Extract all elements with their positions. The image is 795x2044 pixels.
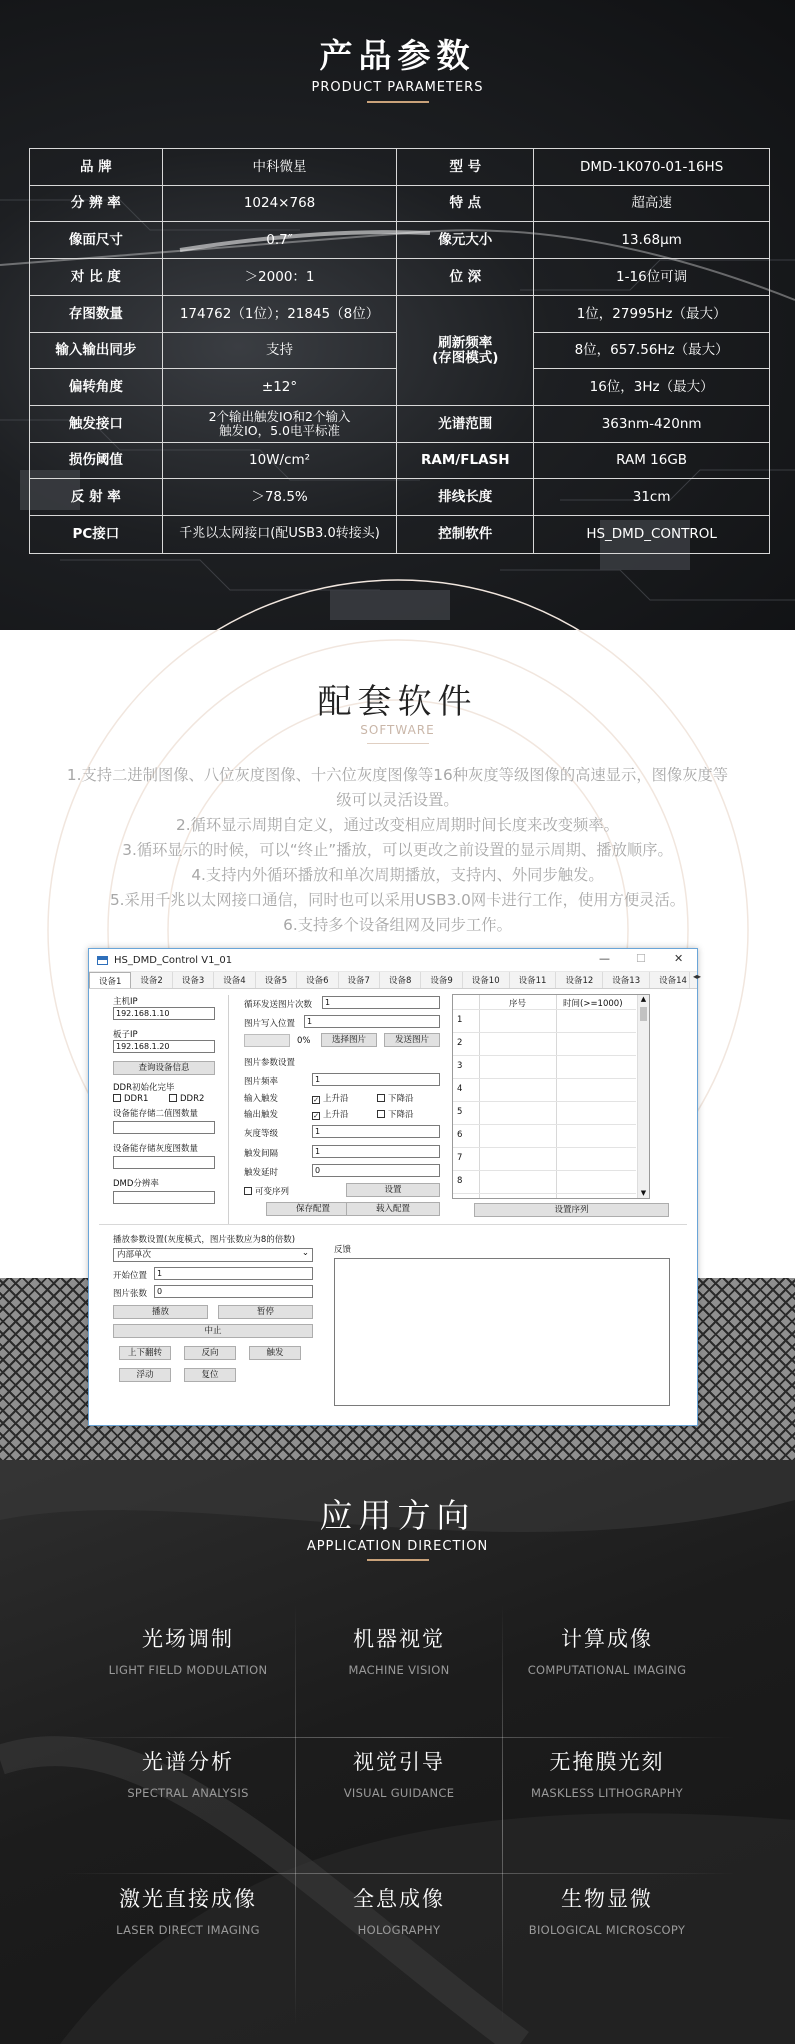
param-label: 型 号 xyxy=(397,149,534,186)
scroll-thumb[interactable] xyxy=(640,1007,647,1021)
output-trigger-label: 输出触发 xyxy=(244,1110,279,1120)
table-row xyxy=(30,296,770,333)
variable-seq-checkbox[interactable] xyxy=(244,1185,289,1197)
param-value: 8位，657.56Hz（最大） xyxy=(534,333,770,369)
tab-device-7[interactable]: 设备7 xyxy=(339,972,380,988)
grid-row-line xyxy=(453,1078,636,1079)
falling-label: 下降沿 xyxy=(388,1110,414,1120)
board-ip-label: 板子IP xyxy=(113,1030,138,1040)
param-label: 排线长度 xyxy=(397,479,534,516)
table-row xyxy=(30,222,770,259)
feedback-textarea[interactable] xyxy=(334,1258,670,1406)
grid-row-line xyxy=(453,1009,636,1010)
param-label: 偏转角度 xyxy=(30,369,163,406)
tab-device-6[interactable]: 设备6 xyxy=(297,972,338,988)
param-label: 光谱范围 xyxy=(397,406,534,443)
application-name-en: BIOLOGICAL MICROSCOPY xyxy=(528,1923,686,1937)
feedback-label: 反馈 xyxy=(334,1245,352,1255)
chevron-down-icon[interactable]: ⌄ xyxy=(301,1248,309,1258)
start-pos-input[interactable]: 1 xyxy=(154,1267,313,1280)
param-value: ±12° xyxy=(162,369,397,406)
pause-button[interactable]: 暂停 xyxy=(218,1305,313,1319)
divider xyxy=(99,1224,687,1225)
host-ip-input[interactable]: 192.168.1.10 xyxy=(113,1007,215,1020)
grid-scrollbar[interactable] xyxy=(637,995,649,1198)
param-label: 触发接口 xyxy=(30,406,163,443)
application-name-en: SPECTRAL ANALYSIS xyxy=(127,1786,249,1800)
input-rising-checkbox[interactable] xyxy=(312,1092,349,1104)
table-row xyxy=(30,516,770,554)
parameters-title: 产品参数 xyxy=(319,36,476,75)
refresh-label-line: (存图模式) xyxy=(432,349,499,366)
play-button[interactable]: 播放 xyxy=(113,1305,208,1319)
flip-button[interactable]: 上下翻转 xyxy=(119,1346,171,1360)
float-button[interactable]: 浮动 xyxy=(119,1368,171,1382)
row-number: 4 xyxy=(457,1084,463,1094)
loop-count-input[interactable]: 1 xyxy=(322,996,440,1009)
application-name-en: MASKLESS LITHOGRAPHY xyxy=(531,1786,683,1800)
tab-device-11[interactable]: 设备11 xyxy=(510,972,557,988)
application-name: 无掩膜光刻 xyxy=(549,1750,665,1774)
param-value: ＞2000：1 xyxy=(162,259,397,296)
table-row xyxy=(30,443,770,479)
grid-col-line xyxy=(479,995,480,1198)
table-row xyxy=(30,259,770,296)
param-label: 损伤阈值 xyxy=(30,443,163,479)
param-value: 174762（1位）；21845（8位） xyxy=(162,296,397,333)
application-section xyxy=(0,1460,795,2044)
tab-device-10[interactable]: 设备10 xyxy=(463,972,510,988)
play-mode-select[interactable] xyxy=(113,1248,313,1262)
app-icon xyxy=(97,956,108,965)
application-name: 计算成像 xyxy=(561,1627,653,1651)
application-title: 应用方向 xyxy=(319,1496,476,1535)
check-icon[interactable]: ✓ xyxy=(313,1112,319,1120)
pic-count-input[interactable]: 0 xyxy=(154,1285,313,1298)
reset-button[interactable]: 复位 xyxy=(184,1368,236,1382)
scroll-down-icon[interactable]: ▼ xyxy=(640,1189,647,1197)
application-name: 全息成像 xyxy=(353,1887,445,1911)
feature-item: 2.循环显示周期自定义，通过改变相应周期时间长度来改变频率。 xyxy=(176,816,619,834)
window-body xyxy=(89,990,697,1425)
software-section xyxy=(0,630,795,1460)
tab-device-3[interactable]: 设备3 xyxy=(173,972,214,988)
grid-row-line xyxy=(453,1147,636,1148)
param-value: DMD-1K070-01-16HS xyxy=(534,149,770,186)
feature-item: 5.采用千兆以太网接口通信，同时也可以采用USB3.0网卡进行工作，使用方便灵活。 xyxy=(109,891,686,909)
checkbox-icon[interactable] xyxy=(377,1110,385,1118)
trigger-button[interactable]: 触发 xyxy=(249,1346,301,1360)
param-label: RAM/FLASH xyxy=(397,443,534,479)
application-name: 激光直接成像 xyxy=(119,1887,257,1911)
input-trigger-label: 输入触发 xyxy=(244,1094,279,1104)
dmd-res-label: DMD分辨率 xyxy=(113,1179,159,1189)
ddr1-label: DDR1 xyxy=(124,1094,149,1104)
grid-row-line xyxy=(453,1101,636,1102)
software-subtitle: SOFTWARE xyxy=(360,723,435,737)
application-item xyxy=(294,1623,504,1677)
tab-scroll-arrows-icon[interactable]: ◂▸ xyxy=(692,972,701,981)
grid-row-line xyxy=(453,1124,636,1125)
trigger-line: 触发IO，5.0电平标准 xyxy=(219,423,340,438)
trigger-delay-label: 触发延时 xyxy=(244,1168,279,1178)
upload-progress-bar xyxy=(244,1034,290,1047)
play-mode-value: 内部单次 xyxy=(117,1250,152,1260)
param-label: 像面尺寸 xyxy=(30,222,163,259)
application-name: 生物显微 xyxy=(561,1887,653,1911)
freq-input[interactable]: 1 xyxy=(312,1073,440,1086)
application-item xyxy=(83,1623,293,1677)
rising-label: 上升沿 xyxy=(323,1110,349,1120)
sequence-grid xyxy=(452,994,650,1199)
param-value: 363nm-420nm xyxy=(534,406,770,443)
ddr2-label: DDR2 xyxy=(180,1094,205,1104)
variable-seq-label: 可变序列 xyxy=(255,1187,290,1197)
param-value: 13.68μm xyxy=(534,222,770,259)
gray-count-label: 设备能存储灰度图数量 xyxy=(113,1144,199,1154)
application-item xyxy=(502,1623,712,1677)
trigger-interval-input[interactable]: 1 xyxy=(312,1145,440,1158)
reverse-button[interactable]: 反向 xyxy=(184,1346,236,1360)
grid-separator xyxy=(60,1737,735,1738)
param-value: 16位，3Hz（最大） xyxy=(534,369,770,406)
application-item xyxy=(294,1746,504,1800)
set-button[interactable]: 设置 xyxy=(346,1183,440,1197)
trigger-interval-label: 触发间隔 xyxy=(244,1149,279,1159)
tab-device-13[interactable]: 设备13 xyxy=(603,972,650,988)
rising-label: 上升沿 xyxy=(323,1094,349,1104)
save-config-button[interactable]: 保存配置 xyxy=(266,1202,360,1216)
freq-label: 图片频率 xyxy=(244,1077,279,1087)
param-label: 控制软件 xyxy=(397,516,534,554)
binary-count-field xyxy=(113,1121,215,1134)
tab-device-8[interactable]: 设备8 xyxy=(380,972,421,988)
scroll-up-icon[interactable]: ▲ xyxy=(640,995,647,1003)
row-number: 1 xyxy=(457,1015,463,1025)
row-number: 5 xyxy=(457,1107,463,1117)
feature-item: 1.支持二进制图像、八位灰度图像、十六位灰度图像等16种灰度等级图像的高速显示，图像灰度等级可以灵活设置。 xyxy=(66,766,729,809)
board-ip-input[interactable]: 192.168.1.20 xyxy=(113,1040,215,1053)
application-name-en: LASER DIRECT IMAGING xyxy=(116,1923,260,1937)
checkbox-icon[interactable] xyxy=(169,1094,177,1102)
checkbox-icon[interactable] xyxy=(244,1187,252,1195)
application-item xyxy=(294,1883,504,1937)
application-name: 光谱分析 xyxy=(142,1750,234,1774)
checkbox-icon[interactable] xyxy=(113,1094,121,1102)
minimize-icon[interactable]: — xyxy=(599,952,610,965)
start-pos-label: 开始位置 xyxy=(113,1271,148,1281)
application-name-en: LIGHT FIELD MODULATION xyxy=(108,1663,268,1677)
play-section-label: 播放参数设置(灰度模式，图片张数应为8的倍数) xyxy=(113,1235,296,1245)
tab-device-5[interactable]: 设备5 xyxy=(256,972,297,988)
title-underline xyxy=(367,101,429,103)
refresh-label-line: 刷新频率 xyxy=(438,334,493,351)
feature-item: 6.支持多个设备组网及同步工作。 xyxy=(283,916,512,934)
ddr2-checkbox[interactable] xyxy=(169,1094,204,1104)
checkbox-icon[interactable] xyxy=(377,1094,385,1102)
stop-button[interactable]: 中止 xyxy=(113,1324,313,1338)
tab-device-12[interactable]: 设备12 xyxy=(556,972,603,988)
query-device-button[interactable]: 查询设备信息 xyxy=(113,1061,215,1075)
loop-count-label: 循环发送图片次数 xyxy=(244,1000,313,1010)
param-value: HS_DMD_CONTROL xyxy=(534,516,770,554)
application-item xyxy=(502,1746,712,1800)
ddr1-checkbox[interactable] xyxy=(113,1094,148,1104)
falling-label: 下降沿 xyxy=(388,1094,414,1104)
parameters-subtitle: PRODUCT PARAMETERS xyxy=(311,80,484,95)
param-label: PC接口 xyxy=(30,516,163,554)
param-label: 对 比 度 xyxy=(30,259,163,296)
title-underline xyxy=(367,743,429,744)
application-name: 视觉引导 xyxy=(353,1750,445,1774)
tab-device-2[interactable]: 设备2 xyxy=(131,972,172,988)
feature-item: 4.支持内外循环播放和单次周期播放，支持内、外同步触发。 xyxy=(191,866,604,884)
param-value: 1-16位可调 xyxy=(534,259,770,296)
trigger-line: 2个输出触发IO和2个输入 xyxy=(208,409,351,425)
param-value: 超高速 xyxy=(534,186,770,222)
tab-device-9[interactable]: 设备9 xyxy=(421,972,462,988)
param-label: 像元大小 xyxy=(397,222,534,259)
title-underline xyxy=(367,1559,429,1561)
window-titlebar xyxy=(89,949,697,972)
table-row xyxy=(30,479,770,516)
output-rising-checkbox[interactable] xyxy=(312,1108,349,1120)
application-name-en: VISUAL GUIDANCE xyxy=(343,1786,455,1800)
param-label: 品 牌 xyxy=(30,149,163,186)
close-icon[interactable]: ✕ xyxy=(674,952,684,965)
application-name-en: MACHINE VISION xyxy=(348,1663,450,1677)
row-number: 6 xyxy=(457,1130,463,1140)
pic-count-label: 图片张数 xyxy=(113,1289,148,1299)
application-name: 光场调制 xyxy=(142,1627,234,1651)
binary-count-label: 设备能存储二值图数量 xyxy=(113,1109,199,1119)
input-falling-checkbox[interactable] xyxy=(377,1092,414,1104)
param-label: 特 点 xyxy=(397,186,534,222)
image-param-section-label: 图片参数设置 xyxy=(244,1058,296,1068)
grid-row-line xyxy=(453,1032,636,1033)
ddr-init-label: DDR初始化完毕 xyxy=(113,1083,175,1093)
application-item xyxy=(83,1883,293,1937)
check-icon[interactable]: ✓ xyxy=(313,1096,319,1104)
row-number: 8 xyxy=(457,1176,463,1186)
host-ip-label: 主机IP xyxy=(113,997,138,1007)
table-row xyxy=(30,149,770,186)
row-number: 2 xyxy=(457,1038,463,1048)
param-value: 1024×768 xyxy=(162,186,397,222)
load-config-button[interactable]: 载入配置 xyxy=(346,1202,440,1216)
application-name-en: COMPUTATIONAL IMAGING xyxy=(527,1663,687,1677)
maximize-icon[interactable]: ☐ xyxy=(636,952,646,965)
row-number: 3 xyxy=(457,1061,463,1071)
software-window xyxy=(88,948,701,1426)
write-pos-label: 图片写入位置 xyxy=(244,1019,296,1029)
gray-count-field xyxy=(113,1156,215,1169)
dmd-res-field xyxy=(113,1191,215,1204)
feature-list xyxy=(60,763,735,938)
output-falling-checkbox[interactable] xyxy=(377,1108,414,1120)
tab-device-14[interactable]: 设备14 xyxy=(650,972,690,988)
param-value: 10W/cm² xyxy=(162,443,397,479)
param-value: ＞78.5% xyxy=(162,479,397,516)
grid-row-line xyxy=(453,1170,636,1171)
param-label: 分 辨 率 xyxy=(30,186,163,222)
param-label: 存图数量 xyxy=(30,296,163,333)
application-name-en: HOLOGRAPHY xyxy=(357,1923,441,1937)
parameters-table xyxy=(29,148,770,554)
software-title: 配套软件 xyxy=(317,682,478,722)
tab-device-4[interactable]: 设备4 xyxy=(214,972,255,988)
divider xyxy=(228,995,229,1225)
send-image-button[interactable]: 发送图片 xyxy=(384,1033,440,1047)
application-item xyxy=(83,1746,293,1800)
set-sequence-button[interactable]: 设置序列 xyxy=(474,1203,669,1217)
param-label-refresh xyxy=(397,296,534,406)
application-item xyxy=(502,1883,712,1937)
tab-device-1[interactable]: 设备1 xyxy=(89,972,131,988)
param-value: 31cm xyxy=(534,479,770,516)
progress-percent: 0% xyxy=(297,1036,311,1046)
application-name: 机器视觉 xyxy=(353,1627,445,1651)
table-row xyxy=(30,406,770,443)
gray-level-input[interactable]: 1 xyxy=(312,1125,440,1138)
param-label: 位 深 xyxy=(397,259,534,296)
param-value: 千兆以太网接口(配USB3.0转接头) xyxy=(162,516,397,554)
seq-column-header: 序号 xyxy=(509,999,527,1009)
parameters-section xyxy=(0,0,795,630)
table-row xyxy=(30,186,770,222)
write-pos-input[interactable]: 1 xyxy=(304,1015,440,1028)
param-label: 反 射 率 xyxy=(30,479,163,516)
feature-item: 3.循环显示的时候，可以“终止”播放，可以更改之前设置的显示周期、播放顺序。 xyxy=(122,841,673,859)
gray-level-label: 灰度等级 xyxy=(244,1129,279,1139)
param-value: 1位，27995Hz（最大） xyxy=(534,296,770,333)
trigger-delay-input[interactable]: 0 xyxy=(312,1164,440,1177)
grid-separator xyxy=(60,1873,735,1874)
grid-row-line xyxy=(453,1055,636,1056)
application-subtitle: APPLICATION DIRECTION xyxy=(306,1539,489,1554)
select-image-button[interactable]: 选择图片 xyxy=(321,1033,377,1047)
param-label: 输入输出同步 xyxy=(30,333,163,369)
time-column-header: 时间(>=1000) xyxy=(563,999,623,1009)
param-value: 中科微星 xyxy=(162,149,397,186)
window-title: HS_DMD_Control V1_01 xyxy=(114,954,233,966)
row-number: 7 xyxy=(457,1153,463,1163)
param-value: 支持 xyxy=(162,333,397,369)
param-value: RAM 16GB xyxy=(534,443,770,479)
param-value: 0.7″ xyxy=(162,222,397,259)
param-value xyxy=(162,406,397,443)
device-tabs xyxy=(89,972,701,989)
grid-row-line xyxy=(453,1193,636,1194)
grid-col-line xyxy=(556,995,557,1198)
